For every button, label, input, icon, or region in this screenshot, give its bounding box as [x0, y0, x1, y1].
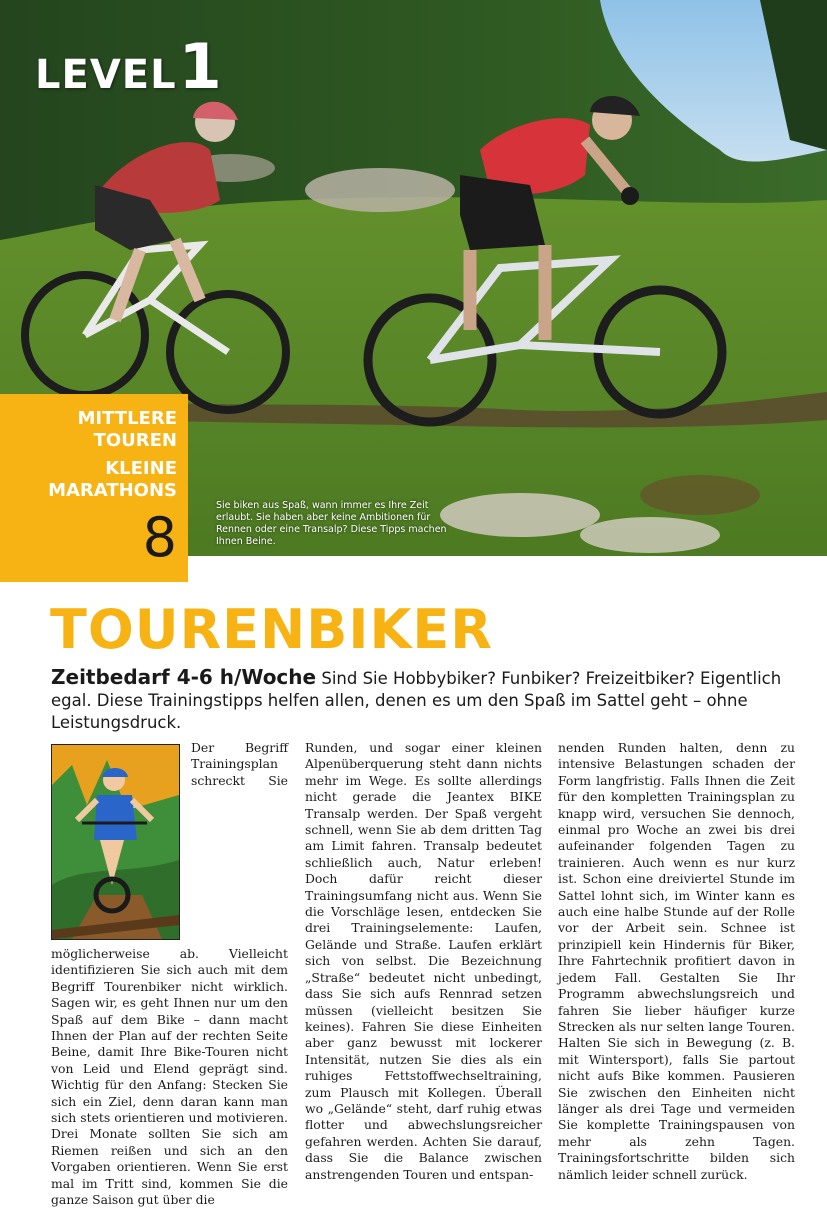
category-badge [0, 394, 188, 582]
cartoon-biker-image [52, 745, 179, 939]
badge-line-1: MITTLERE [77, 408, 177, 429]
intro-text: Sind Sie Hobbybiker? Funbiker? Freizeitbiker? Eigentlich egal. Diese Trainingstipps helfen allen, denen es um den Spaß im Sattel geht – ohne Leistungsdruck. [51, 669, 782, 732]
badge-line-3: KLEINE [105, 458, 177, 479]
article-title: TOURENBIKER [50, 598, 493, 661]
level-number: 1 [178, 30, 222, 103]
badge-line-4: MARATHONS [48, 480, 177, 501]
badge-number: 8 [142, 506, 177, 569]
badge-line-2: TOUREN [93, 430, 177, 451]
photo-caption: Sie biken aus Spaß, wann immer es Ihre Zeit erlaubt. Sie haben aber keine Ambitionen für Rennen oder eine Transalp? Diese Tipps machen Ihnen Beine. [216, 500, 447, 547]
column-1-text: Der Begriff Trainingsplan schreckt Sie möglicherweise ab. Vielleicht identifizieren Sie sich auch mit dem Begriff Tourenbiker nicht wirklich. Sagen wir, es geht Ihnen nur um den Spaß auf dem Bike – dann macht Ihnen der Plan auf der rechten Seite Beine, damit Ihre Bike-Touren nicht von Leid und Elend geprägt sind. Wichtig für den Anfang: Stecken Sie sich ein Ziel, denn daran kann man sich stets orientieren und motivieren. Drei Monate sollten Sie sich am Riemen reißen und sich an den Vorgaben orientieren. Wenn Sie erst mal im Tritt sind, kommen Sie die ganze Saison gut über die [51, 740, 288, 1208]
article-intro [51, 666, 791, 734]
text-column-2: Runden, und sogar einer kleinen Alpenüberquerung steht dann nichts mehr im Wege. Es sollte allerdings nicht gerade die Jeantex BIKE Transalp werden. Der Spaß vergeht schnell, wenn Sie ab dem dritten Tag am Limit fahren. Transalp bedeutet schließlich auch, Natur erleben! Doch dafür reicht dieser Trainingsumfang nicht aus. Wenn Sie die Vorschläge lesen, entdecken Sie drei Trainingselemente: Laufen, Gelände und Straße. Laufen erklärt sich von selbst. Die Bezeichnung „Straße“ bedeutet nicht unbedingt, dass Sie sich aufs Rennrad setzen müssen (vielleicht besitzen Sie keines). Fahren Sie diese Einheiten aber ganz bewusst mit lockerer Intensität, nutzen Sie dies als ein ruhiges Fettstoffwechseltraining, zum Plausch mit Kollegen. Überall wo „Gelände“ steht, darf ruhig etwas flotter und abwechslungsreicher gefahren werden. Achten Sie darauf, dass Sie die Balance zwischen anstrengenden Touren und entspan- [305, 740, 542, 1182]
level-label [35, 30, 222, 103]
cartoon-illustration [51, 744, 180, 940]
level-word: LEVEL [35, 52, 177, 98]
text-column-1 [51, 740, 288, 1209]
text-column-3: nenden Runden halten, denn zu intensive Belastungen schaden der Form langfristig. Falls Ihnen die Zeit für den kompletten Trainingsplan zu knapp wird, versuchen Sie dennoch, einmal pro Woche an zwei bis drei aufeinander folgenden Tagen zu trainieren. Auch wenn es nur kurz ist. Schon eine dreiviertel Stunde im Sattel lohnt sich, im Winter kann es auch eine halbe Stunde auf der Rolle vor der Arbeit sein. Schnee ist prinzipiell kein Hindernis für Biker, Ihre Fahrtechnik profitiert davon in jedem Fall. Gestalten Sie Ihr Programm abwechslungsreich und fahren Sie lieber häufiger kurze Strecken als nur selten lange Touren. Halten Sie sich in Bewegung (z. B. mit Wintersport), falls Sie partout nicht aufs Bike kommen. Pausieren Sie zwischen den Einheiten nicht länger als drei Tage und vermeiden Sie komplette Trainingspausen von mehr als zehn Tagen. Trainingsfortschritte bilden sich nämlich leider schnell zurück. [558, 740, 795, 1182]
intro-lead: Zeitbedarf 4-6 h/Woche [51, 665, 317, 689]
